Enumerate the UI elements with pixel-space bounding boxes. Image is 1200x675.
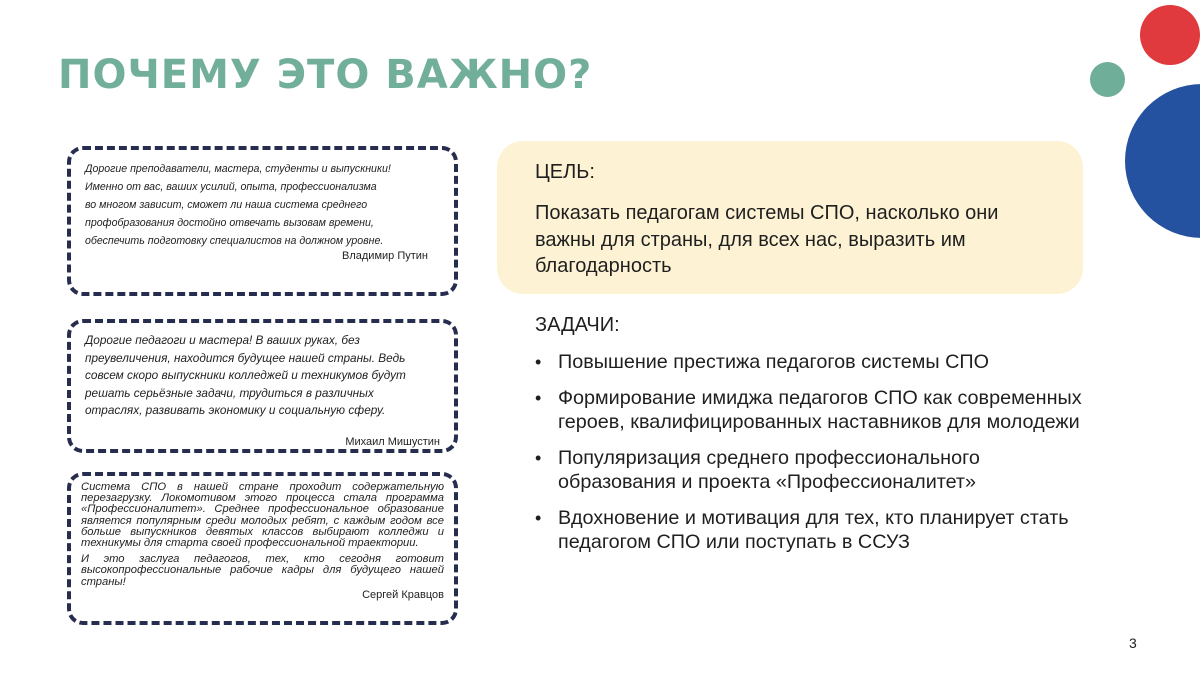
bullet-icon: • bbox=[535, 508, 542, 528]
quote-card-kravtsov bbox=[67, 472, 458, 625]
quote-line: обеспечить подготовку специалистов на должном уровне. bbox=[85, 235, 384, 247]
quote-paragraph: Система СПО в нашей стране проходит содержательную перезагрузку. Локомотивом этого процесса стала программа «Профессионалитет». Среднее профессиональное образование является популярным среди молодых ребят, с каждым годом все больше выпускников девятых классов выбирают колледжи и техникумы для старта своей профессиональной траектории. bbox=[81, 481, 444, 550]
quote-line: профобразования достойно отвечать вызовам времени, bbox=[85, 217, 374, 229]
quote-line: преувеличения, находится будущее нашей страны. Ведь bbox=[85, 350, 406, 365]
quote-line: отраслях, развивать экономику и социальную сферу. bbox=[85, 403, 386, 417]
bullet-icon: • bbox=[535, 448, 542, 468]
quote-line: во многом зависит, сможет ли наша система среднего bbox=[85, 199, 368, 211]
goal-box bbox=[497, 141, 1083, 294]
quote-author: Владимир Путин bbox=[342, 250, 428, 262]
quote-text bbox=[85, 332, 440, 420]
tasks-heading: ЗАДАЧИ: bbox=[535, 314, 620, 336]
quote-text bbox=[85, 160, 440, 250]
quote-line: совсем скоро выпускники колледжей и техникумов будут bbox=[85, 368, 406, 382]
decorative-red-circle bbox=[1140, 5, 1200, 65]
quote-author: Сергей Кравцов bbox=[362, 588, 444, 601]
decorative-green-circle bbox=[1090, 62, 1125, 97]
slide-title: ПОЧЕМУ ЭТО ВАЖНО? bbox=[58, 52, 593, 98]
page-number: 3 bbox=[1129, 635, 1137, 651]
quote-card-mishustin bbox=[67, 319, 458, 453]
task-text: Повышение престижа педагогов системы СПО bbox=[558, 351, 989, 373]
task-item bbox=[535, 350, 1095, 374]
quote-line: Дорогие педагоги и мастера! В ваших руках, без bbox=[85, 333, 360, 347]
quote-line: Дорогие преподаватели, мастера, студенты и выпускники! bbox=[85, 163, 391, 175]
quote-author: Михаил Мишустин bbox=[345, 435, 440, 448]
task-text: Популяризация среднего профессионального образования и проекта «Профессионалитет» bbox=[558, 447, 980, 493]
task-text: Вдохновение и мотивация для тех, кто планирует стать педагогом СПО или поступать в ССУЗ bbox=[558, 507, 1069, 553]
bullet-icon: • bbox=[535, 388, 542, 408]
task-item bbox=[535, 446, 1095, 494]
goal-text: Показать педагогам системы СПО, насколько они важны для страны, для всех нас, выразить им благодарность bbox=[535, 202, 999, 277]
task-item bbox=[535, 386, 1095, 434]
bullet-icon: • bbox=[535, 352, 542, 372]
task-item bbox=[535, 506, 1095, 554]
quote-line: решать серьёзные задачи, трудиться в различных bbox=[85, 385, 374, 400]
goal-heading: ЦЕЛЬ: bbox=[535, 161, 595, 183]
quote-paragraph: И это заслуга педагогов, тех, кто сегодня готовит высокопрофессиональные рабочие кадры для будущего нашей страны! bbox=[81, 553, 444, 588]
quote-card-putin bbox=[67, 146, 458, 296]
task-text: Формирование имиджа педагогов СПО как современных героев, квалифицированных наставников для молодежи bbox=[558, 387, 1082, 433]
tasks-list bbox=[535, 350, 1095, 566]
decorative-blue-circle bbox=[1125, 84, 1200, 238]
quote-line: Именно от вас, ваших усилий, опыта, профессионализма bbox=[85, 181, 377, 193]
